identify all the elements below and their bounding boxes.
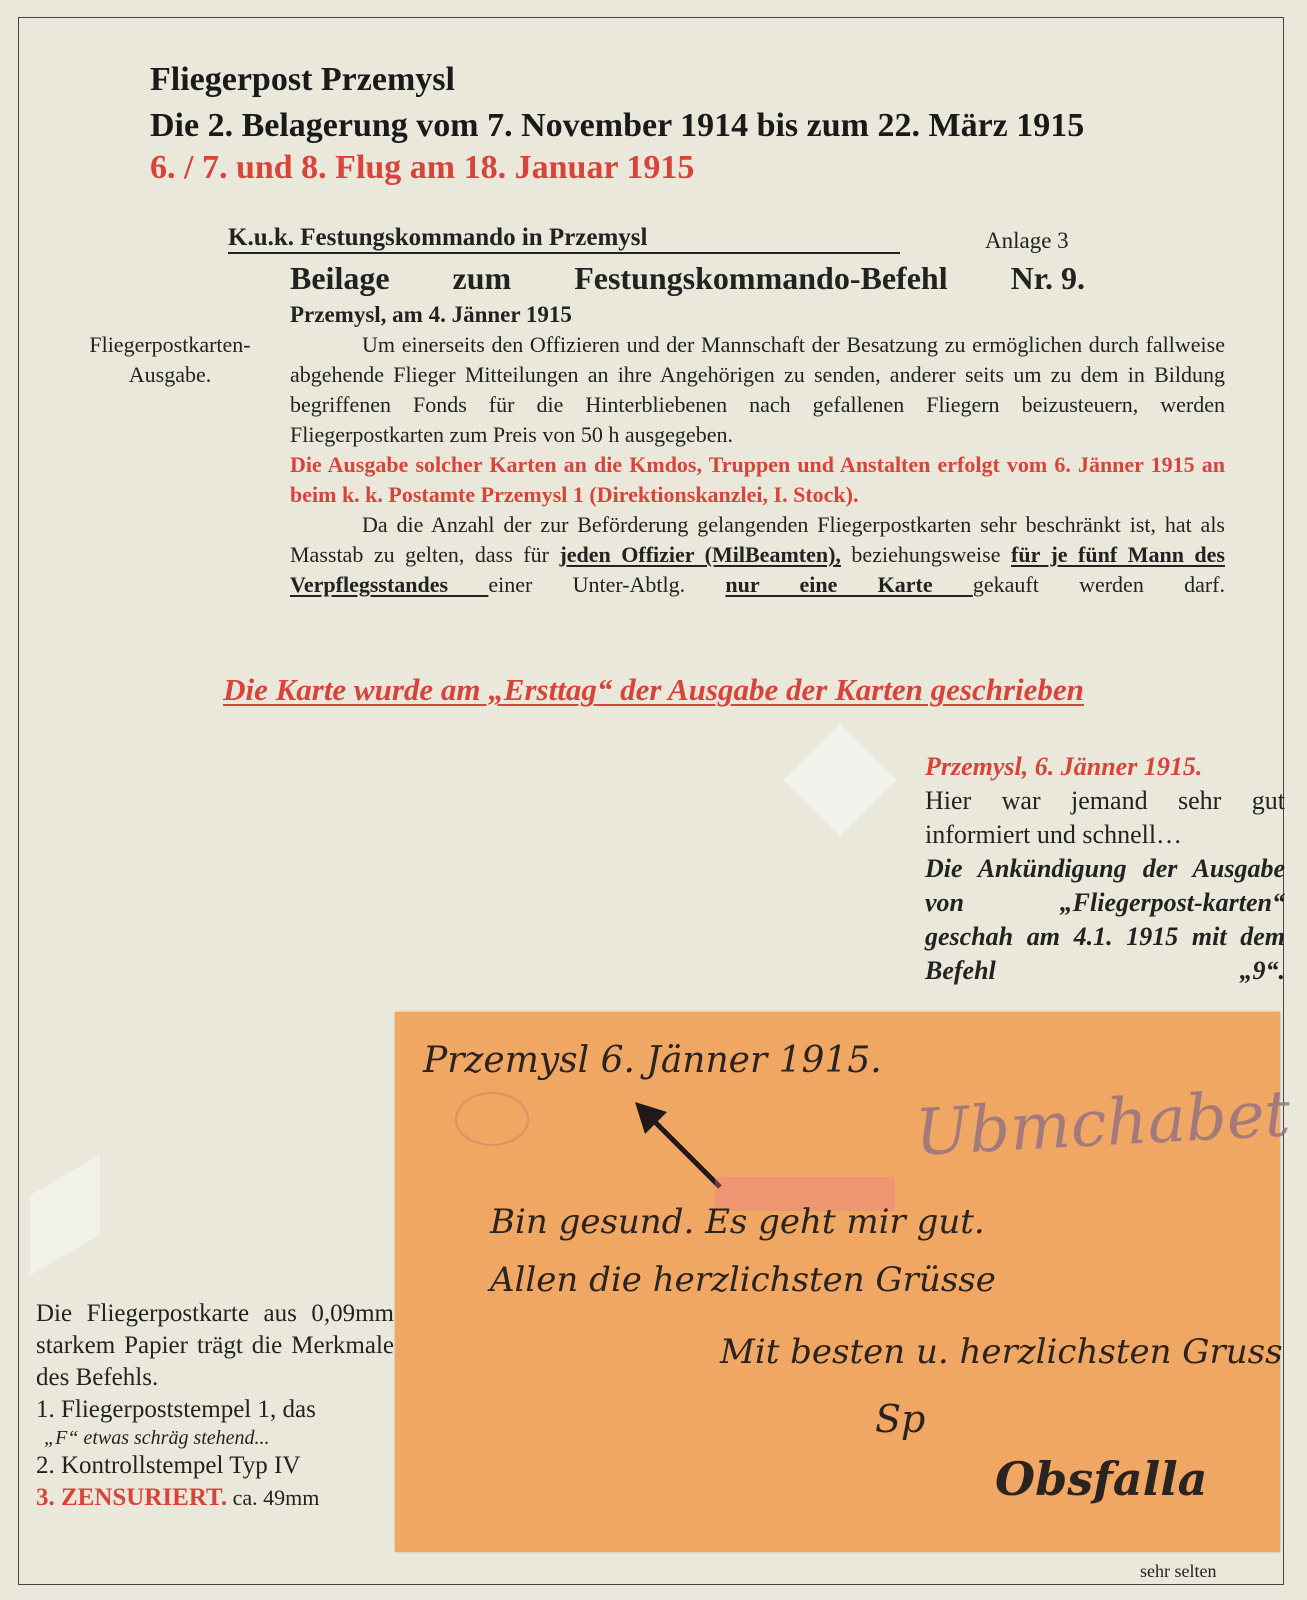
anlage-label: Anlage 3 bbox=[985, 228, 1069, 253]
right-note bbox=[925, 750, 1285, 988]
paragraph-3 bbox=[290, 510, 1225, 600]
size-text: ca. 49mm bbox=[227, 1485, 320, 1510]
margin-label bbox=[60, 330, 280, 390]
card-signature: Obsfalla bbox=[995, 1452, 1208, 1506]
text-run: beziehungsweise bbox=[840, 542, 1012, 567]
text-run: einer Unter-Abtlg. bbox=[488, 572, 726, 597]
text-run: Da die Anzahl der zur Beförderung gelangenden Fliegerpostkarten sehr beschränkt ist, hat als Masstab zu gelten, dass für bbox=[290, 512, 1225, 567]
right-note-text: Hier war jemand sehr gut informiert und schnell… bbox=[925, 786, 1285, 849]
beilage-word: zum bbox=[452, 260, 512, 296]
margin-label-line: Ausgabe. bbox=[128, 362, 212, 387]
beilage-heading bbox=[290, 260, 1085, 297]
left-note-item: 2. Kontrollstempel Typ IV bbox=[36, 1452, 301, 1479]
left-note-sub: „F“ etwas schräg stehend... bbox=[44, 1427, 270, 1449]
right-note-italic: Die Ankündigung der Ausgabe von „Fliegerpost-karten“ geschah am 4.1. 1915 mit dem Befehl „9“. bbox=[925, 854, 1285, 985]
postcard-image bbox=[395, 1012, 1293, 1552]
card-date-line: Przemysl 6. Jänner 1915. bbox=[423, 1040, 882, 1081]
page-title: Fliegerpost Przemysl bbox=[150, 61, 455, 98]
margin-label-line: Fliegerpostkarten- bbox=[89, 332, 251, 357]
page-subtitle: Die 2. Belagerung vom 7. November 1914 bis zum 22. März 1915 bbox=[150, 107, 1085, 144]
card-line-2: Bin gesund. Es geht mir gut. bbox=[490, 1202, 985, 1242]
beilage-word: Festungskommando-Befehl bbox=[574, 260, 948, 296]
right-note-date: Przemysl, 6. Jänner 1915. bbox=[925, 752, 1203, 781]
flight-title: 6. / 7. und 8. Flug am 18. Januar 1915 bbox=[150, 149, 695, 186]
rarity-label: sehr selten bbox=[1140, 1561, 1217, 1581]
postmark-trace bbox=[455, 1092, 529, 1146]
left-note-intro: Die Fliegerpostkarte aus 0,09mm starkem Papier trägt die Merkmale des Befehls. bbox=[36, 1300, 394, 1391]
ersttag-headline: Die Karte wurde am „Ersttag“ der Ausgabe der Karten geschrieben bbox=[223, 672, 1084, 707]
underlined-run: für je fünf Mann des Verpflegsstandes bbox=[290, 542, 1225, 597]
card-line-3: Allen die herzlichsten Grüsse bbox=[490, 1260, 996, 1300]
paragraph-1: Um einerseits den Offizieren und der Mannschaft der Besatzung zu ermöglichen durch fallweise abgehende Flieger Mitteilungen an ihre Angehörigen zu senden, anderer seits um zu dem in Bildung begriffenen Fonds für die Hinterbliebenen nach gefallenen Fliegern beizusteuern, werden Fliegerpostkarten zum Preis von 50 h ausgegeben. bbox=[290, 332, 1225, 447]
censor-stamp: Ubmchabet bbox=[913, 1077, 1293, 1171]
left-note bbox=[36, 1298, 394, 1514]
text-run: gekauft werden darf. bbox=[972, 572, 1225, 597]
kommando-heading: K.u.k. Festungskommando in Przemysl bbox=[228, 224, 900, 254]
beilage-word: Nr. 9. bbox=[1010, 260, 1085, 296]
card-line-5: Sp bbox=[875, 1397, 926, 1441]
beilage-word: Beilage bbox=[290, 260, 390, 296]
card-line-4: Mit besten u. herzlichsten Gruss bbox=[720, 1332, 1283, 1372]
left-note-item bbox=[36, 1482, 394, 1514]
underlined-run: nur eine Karte bbox=[725, 572, 973, 597]
document-body bbox=[290, 330, 1225, 600]
zensuriert-label: 3. ZENSURIERT. bbox=[36, 1484, 228, 1511]
paragraph-red: Die Ausgabe solcher Karten an die Kmdos, Truppen und Anstalten erfolgt vom 6. Jänner 1915 an beim k. k. Postamte Przemysl 1 (Direktionskanzlei, I. Stock). bbox=[290, 452, 1225, 507]
left-note-item: 1. Fliegerpoststempel 1, das bbox=[36, 1396, 316, 1423]
document-date: Przemysl, am 4. Jänner 1915 bbox=[290, 302, 572, 327]
underlined-run: jeden Offizier (MilBeamten), bbox=[559, 542, 841, 567]
